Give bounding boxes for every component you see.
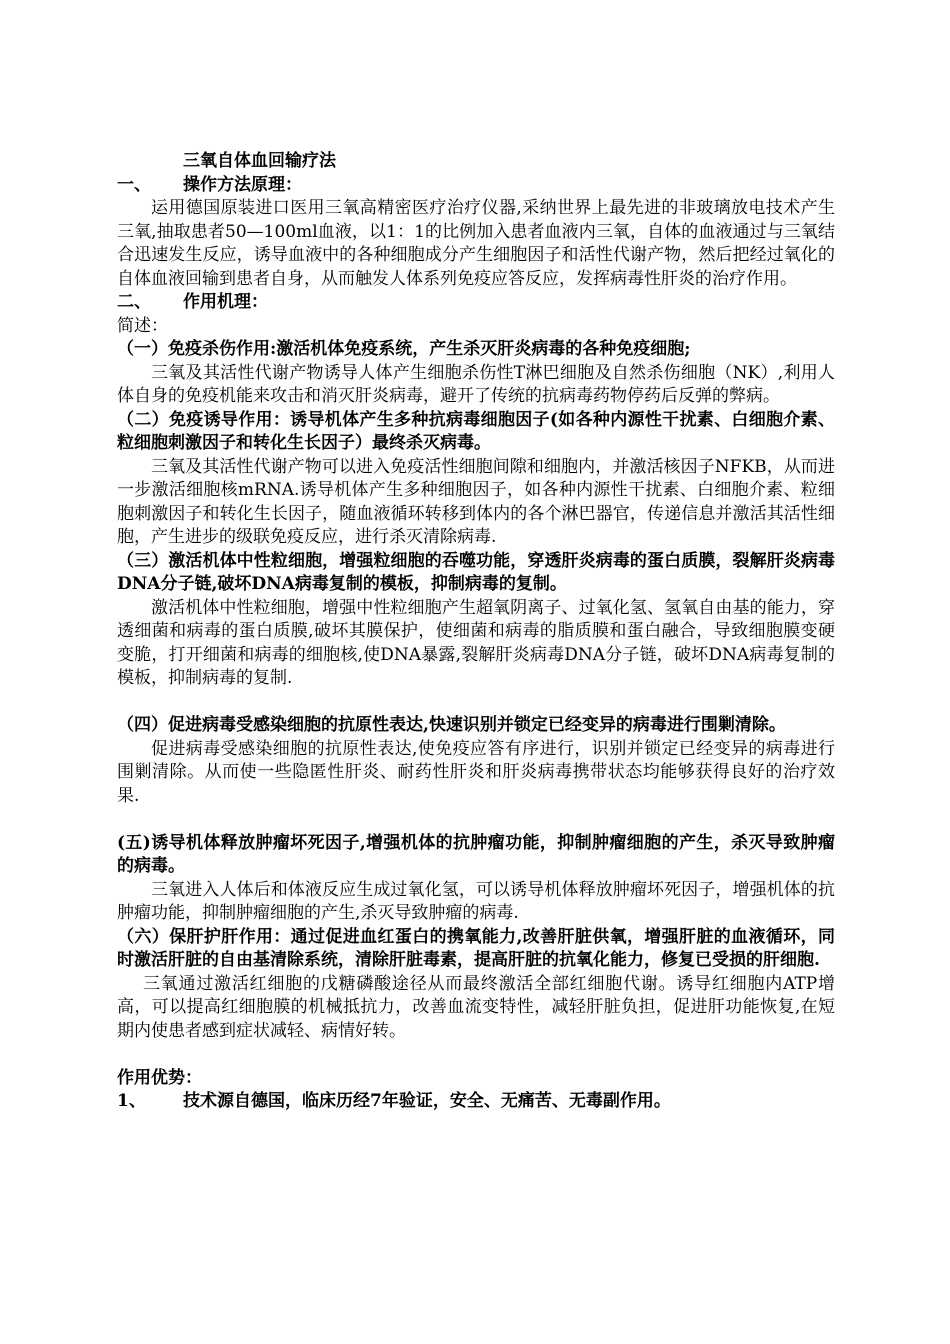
subheading-4: （四）促进病毒受感染细胞的抗原性表达,快速识别并锁定已经变异的病毒进行围剿清除。: [117, 715, 786, 735]
paragraph-3: 激活机体中性粒细胞，增强中性粒细胞产生超氧阴离子、过氧化氢、氢氧自由基的能力，穿透细菌和病毒的蛋白质膜,破坏其膜保护，使细菌和病毒的脂质膜和蛋白融合，导致细胞膜变硬变脆，打开细菌和病毒的细胞核,使DNA暴露,裂解肝炎病毒DNA分子链，破坏DNA病毒复制的模板，抑制病毒的复制.: [117, 597, 835, 688]
subheading-3: （三）激活机体中性粒细胞，增强粒细胞的吞噬功能，穿透肝炎病毒的蛋白质膜，裂解肝炎病毒DNA分子链,破坏DNA病毒复制的模板，抑制病毒的复制。: [117, 550, 835, 594]
subheading-2: （二）免疫诱导作用：诱导机体产生多种抗病毒细胞因子(如各种内源性干扰素、白细胞介素、粒细胞刺激因子和转化生长因子）最终杀灭病毒。: [117, 409, 835, 453]
section-heading-1: [117, 174, 835, 198]
paragraph-4: 促进病毒受感染细胞的抗原性表达,使免疫应答有序进行，识别并锁定已经变异的病毒进行围剿清除。从而使一些隐匿性肝炎、耐药性肝炎和肝炎病毒携带状态均能够获得良好的治疗效果.: [117, 738, 835, 806]
blank-line: [117, 808, 835, 832]
paragraph-6: 三氧通过激活红细胞的戊糖磷酸途径从而最终激活全部红细胞代谢。诱导红细胞内ATP增高，可以提高红细胞膜的机械抵抗力，改善血流变特性，减轻肝脏负担，促进肝功能恢复,在短期内使患者感到症状减轻、病情好转。: [117, 973, 835, 1041]
section-title: 作用机理：: [183, 292, 268, 312]
item-number: 1、: [117, 1091, 146, 1111]
document-title: 三氧自体血回输疗法: [183, 151, 336, 171]
blank-line: [117, 691, 835, 715]
paragraph-2: 三氧及其活性代谢产物可以进入免疫活性细胞间隙和细胞内，并激活核因子NFKB，从而进一步激活细胞核mRNA.诱导机体产生多种细胞因子，如各种内源性干扰素、白细胞介素、粒细胞刺激因子和转化生长因子，随血液循环转移到体内的各个淋巴器官，传递信息并激活其活性细胞，产生进步的级联免疫反应，进行杀灭清除病毒.: [117, 456, 835, 547]
paragraph-principle: 运用德国原装进口医用三氧高精密医疗治疗仪器,采纳世界上最先进的非玻璃放电技术产生三氧,抽取患者50—100ml血液，以1：1的比例加入患者血液内三氧，自体的血液通过与三氧结合迅速发生反应，诱导血液中的各种细胞成分产生细胞因子和活性代谢产物，然后把经过氧化的自体血液回输到患者自身，从而触发人体系列免疫应答反应，发挥病毒性肝炎的治疗作用。: [117, 198, 835, 289]
brief-label: 简述：: [117, 315, 168, 336]
section-title: 操作方法原理：: [183, 174, 302, 195]
document-body: [117, 150, 835, 1114]
paragraph-1: 三氧及其活性代谢产物诱导人体产生细胞杀伤性T淋巴细胞及自然杀伤细胞（NK）,利用人体自身的免疫机能来攻击和消灭肝炎病毒，避开了传统的抗病毒药物停药后反弹的弊病。: [117, 362, 835, 406]
subheading-6: （六）保肝护肝作用：通过促进血红蛋白的携氧能力,改善肝脏供氧，增强肝脏的血液循环，同时激活肝脏的自由基清除系统，清除肝脏毒素，提高肝脏的抗氧化能力，修复已受损的肝细胞.: [117, 926, 835, 970]
subheading-5: (五)诱导机体释放肿瘤坏死因子,增强机体的抗肿瘤功能，抑制肿瘤细胞的产生，杀灭导致肿瘤的病毒。: [117, 832, 835, 876]
advantage-item-1: [117, 1090, 835, 1114]
advantages-label: 作用优势：: [117, 1067, 202, 1088]
blank-line: [117, 1043, 835, 1067]
paragraph-5: 三氧进入人体后和体液反应生成过氧化氢，可以诱导机体释放肿瘤坏死因子，增强机体的抗肿瘤功能，抑制肿瘤细胞的产生,杀灭导致肿瘤的病毒.: [117, 879, 835, 923]
section-number: 二、: [117, 292, 151, 312]
section-heading-2: [117, 291, 835, 315]
section-number: 一、: [117, 174, 151, 195]
subheading-1: （一）免疫杀伤作用:激活机体免疫系统，产生杀灭肝炎病毒的各种免疫细胞;: [117, 339, 691, 359]
item-text: 技术源自德国，临床历经7年验证，安全、无痛苦、无毒副作用。: [183, 1091, 671, 1111]
